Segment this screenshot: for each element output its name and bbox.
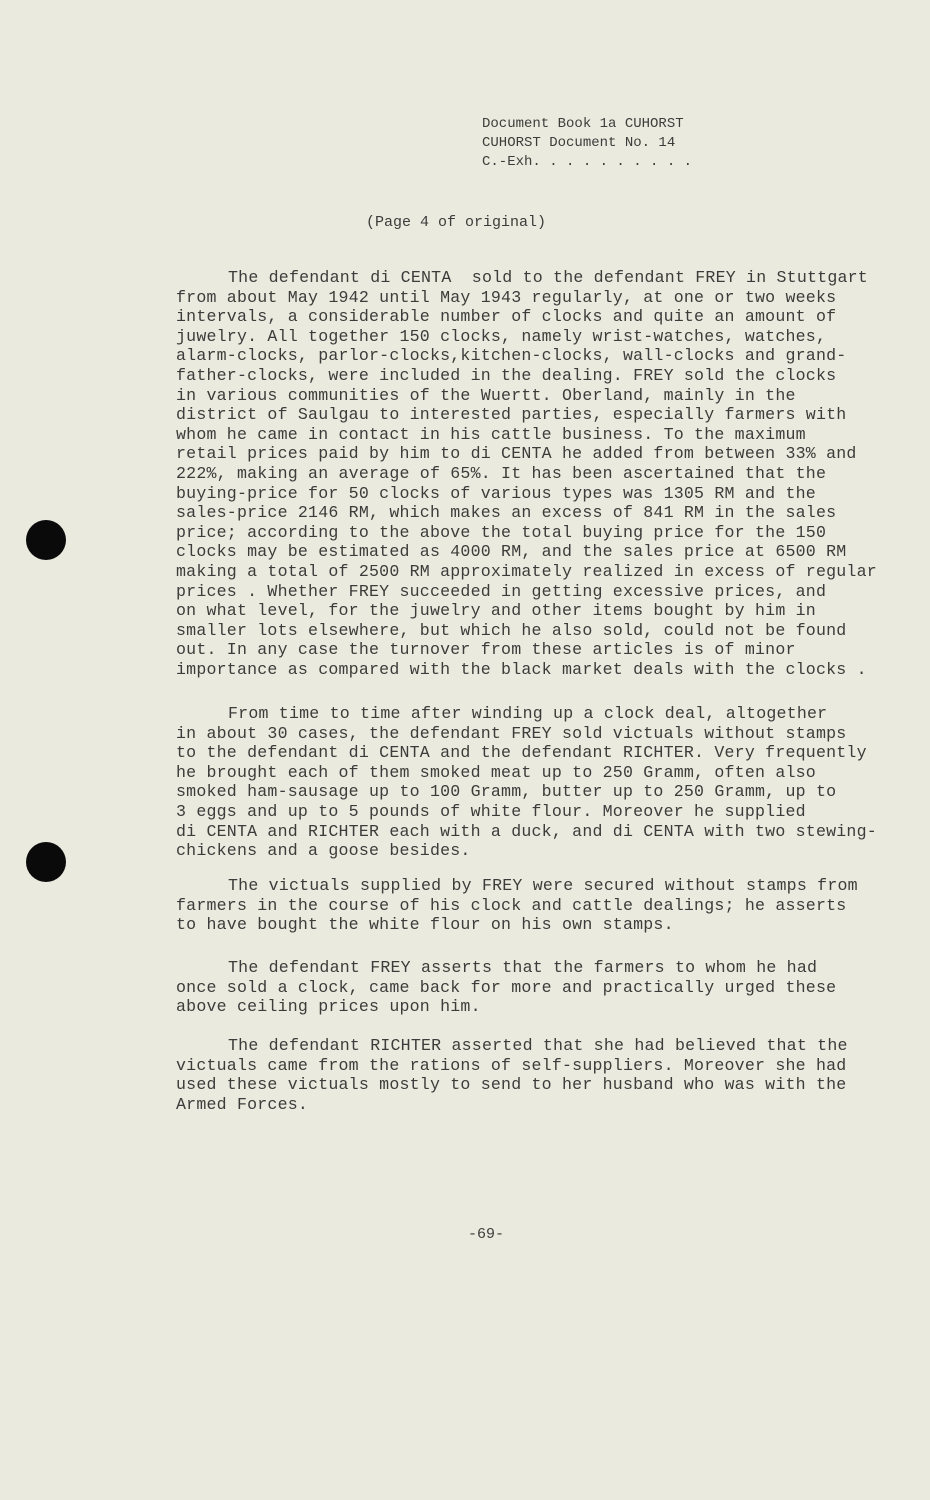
- text-line: The defendant di CENTA sold to the defendant FREY in Stuttgart: [228, 268, 868, 287]
- text-line: making a total of 2500 RM approximately realized in excess of regular: [176, 561, 877, 581]
- header-line-document-no: CUHORST Document No. 14: [482, 135, 676, 151]
- text-line: Armed Forces.: [176, 1094, 309, 1114]
- text-line: From time to time after winding up a clock deal, altogether: [228, 704, 828, 723]
- text-line: smaller lots elsewhere, but which he also sold, could not be found: [176, 620, 847, 640]
- text-line: The defendant FREY asserts that the farmers to whom he had: [228, 958, 818, 977]
- text-line: to the defendant di CENTA and the defendant RICHTER. Very frequently: [176, 743, 867, 763]
- text-line: victuals came from the rations of self-suppliers. Moreover she had: [176, 1055, 847, 1075]
- text-line: on what level, for the juwelry and other items bought by him in: [176, 601, 816, 621]
- text-line: out. In any case the turnover from these articles is of minor: [176, 640, 796, 660]
- page-of-original: (Page 4 of original): [366, 214, 547, 231]
- text-line: district of Saulgau to interested parties, especially farmers with: [176, 405, 847, 425]
- document-header: [482, 115, 692, 172]
- punch-hole-bottom: [26, 842, 66, 882]
- text-line: above ceiling prices upon him.: [176, 997, 481, 1017]
- text-line: 3 eggs and up to 5 pounds of white flour. Moreover he supplied: [176, 801, 806, 821]
- text-line: importance as compared with the black market deals with the clocks .: [176, 659, 867, 679]
- header-line-exhibit: C.-Exh. . . . . . . . . .: [482, 154, 693, 170]
- text-line: he brought each of them smoked meat up to 250 Gramm, often also: [176, 762, 816, 782]
- text-line: chickens and a goose besides.: [176, 841, 471, 861]
- text-line: smoked ham-sausage up to 100 Gramm, butter up to 250 Gramm, up to: [176, 782, 837, 802]
- text-line: The victuals supplied by FREY were secured without stamps from: [228, 876, 858, 895]
- punch-hole-top: [26, 520, 66, 560]
- text-line: price; according to the above the total buying price for the 150: [176, 522, 827, 542]
- paragraph-victuals-source: [176, 876, 876, 935]
- paragraph-frey-assertion: [176, 958, 876, 1017]
- text-line: from about May 1942 until May 1943 regularly, at one or two weeks: [176, 287, 837, 307]
- text-line: clocks may be estimated as 4000 RM, and the sales price at 6500 RM: [176, 542, 847, 562]
- text-line: juwelry. All together 150 clocks, namely wrist-watches, watches,: [176, 326, 827, 346]
- text-line: intervals, a considerable number of clocks and quite an amount of: [176, 307, 837, 327]
- text-line: once sold a clock, came back for more and practically urged these: [176, 977, 837, 997]
- text-line: prices . Whether FREY succeeded in getting excessive prices, and: [176, 581, 827, 601]
- header-line-book: Document Book 1a CUHORST: [482, 116, 684, 132]
- text-line: buying-price for 50 clocks of various types was 1305 RM and the: [176, 483, 816, 503]
- text-line: father-clocks, were included in the dealing. FREY sold the clocks: [176, 365, 837, 385]
- text-line: di CENTA and RICHTER each with a duck, and di CENTA with two stewing-: [176, 821, 877, 841]
- text-line: in various communities of the Wuertt. Oberland, mainly in the: [176, 385, 796, 405]
- text-line: The defendant RICHTER asserted that she had believed that the: [228, 1036, 848, 1055]
- text-line: to have bought the white flour on his own stamps.: [176, 915, 674, 935]
- text-line: farmers in the course of his clock and cattle dealings; he asserts: [176, 895, 847, 915]
- text-line: 222%, making an average of 65%. It has been ascertained that the: [176, 463, 827, 483]
- text-line: used these victuals mostly to send to her husband who was with the: [176, 1075, 847, 1095]
- paragraph-victuals-sold: [176, 704, 876, 861]
- text-line: sales-price 2146 RM, which makes an excess of 841 RM in the sales: [176, 503, 837, 523]
- page-number: -69-: [468, 1226, 505, 1243]
- text-line: retail prices paid by him to di CENTA he added from between 33% and: [176, 444, 857, 464]
- paragraph-clock-dealings: [176, 268, 876, 679]
- text-line: in about 30 cases, the defendant FREY sold victuals without stamps: [176, 723, 847, 743]
- text-line: whom he came in contact in his cattle business. To the maximum: [176, 424, 806, 444]
- text-line: alarm-clocks, parlor-clocks,kitchen-clocks, wall-clocks and grand-: [176, 346, 847, 366]
- paragraph-richter-assertion: [176, 1036, 876, 1114]
